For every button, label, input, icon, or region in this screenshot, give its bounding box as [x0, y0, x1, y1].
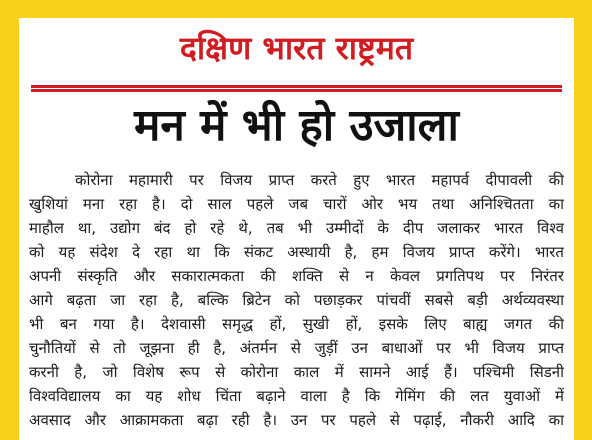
body-line: माहौल था, उद्योग बंद हो रहे थे, तब भी उम्मीदों के दीप जलाकर भारत विश्व [29, 219, 564, 237]
editorial-card [19, 18, 574, 440]
body-line: भी बन गया है। देशवासी समृद्ध हों, सुखी हों, इसके लिए बाह्य जगत की [29, 315, 564, 333]
masthead-rule-top [31, 85, 562, 88]
body-line: कोरोना महामारी पर विजय प्राप्त करते हुए भारत महापर्व दीपावली की [75, 171, 564, 189]
body-line: विश्वविद्यालय का यह शोध चिंता बढ़ाने वाला है कि गेमिंग की लत युवाओं में [29, 387, 564, 405]
body-line: को यह संदेश दे रहा था कि संकट अस्थायी है, हम विजय प्राप्त करेंगे। भारत [29, 243, 564, 261]
masthead-rule-bottom [31, 89, 562, 92]
body-line: अपनी संस्कृति और सकारात्मकता की शक्ति से न केवल प्रगतिपथ पर निरंतर [29, 267, 564, 285]
body-line: खुशियां मना रहा है। दो साल पहले जब चारों ओर भय तथा अनिश्चितता का [29, 195, 564, 213]
article-headline: मन में भी हो उजाला [134, 100, 459, 151]
body-line: आगे बढ़ता जा रहा है, बल्कि ब्रिटेन को पछाड़कर पांचवीं सबसे बड़ी अर्थव्यवस्था [29, 291, 564, 309]
article-body [29, 168, 564, 432]
body-line: अवसाद और आक्रामकता बढ़ा रही है। उन पर पहले से पढ़ाई, नौकरी आदि का [29, 411, 564, 429]
body-line: करनी है, जो विशेष रूप से कोरोना काल में सामने आई हैं। पश्चिमी सिडनी [29, 363, 564, 381]
body-line: चुनौतियों से तो जूझना ही है, अंतर्मन से जुड़ीं उन बाधाओं पर भी विजय प्राप्त [29, 339, 564, 357]
publication-masthead: दक्षिण भारत राष्ट्रमत [179, 29, 414, 67]
